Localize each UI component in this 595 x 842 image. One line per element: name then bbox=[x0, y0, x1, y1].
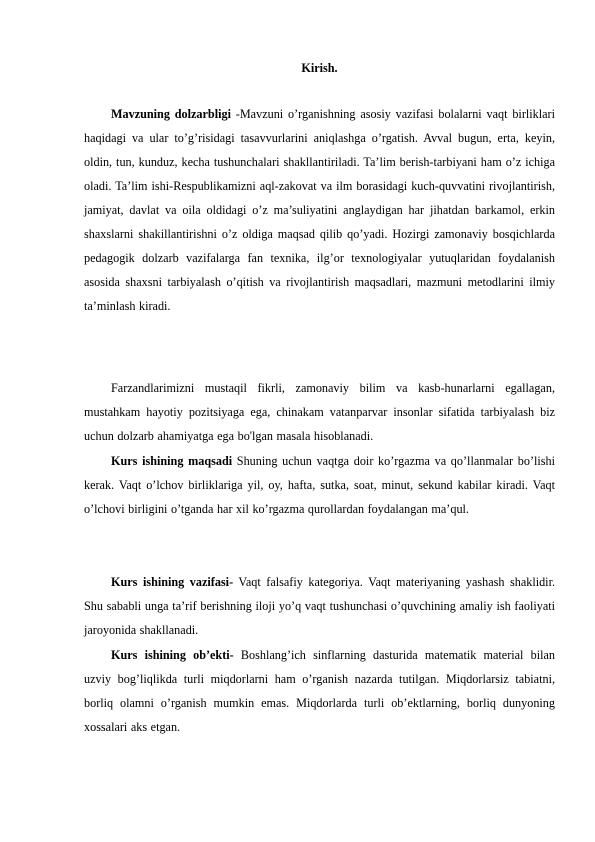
paragraph-tasks bbox=[84, 570, 555, 642]
paragraph-goal bbox=[84, 449, 555, 521]
paragraph-object bbox=[84, 643, 555, 739]
paragraph-text: -Mavzuni o’rganishning asosiy vazifasi bolalarni vaqt birliklari haqidagi va ular to’g’risidagi tasavvurlarini aniqlashga o’rgatish. Avval bugun, erta, keyin, oldin, tun, kunduz, kecha tushunchalari shakllantiriladi. Ta’lim berish-tarbiyani ham o’z ichiga oladi. Ta’lim ishi-Respublikamizni aql-zakovat va ilm borasidagi kuch-quvvatini rivojlantirish, jamiyat, davlat va oila oldidagi o’z ma’suliyatini anglaydigan har jihatdan barkamol, erkin shaxslarni shakillantirishni o’z oldiga maqsad qilib qo’yadi. Hozirgi zamonaviy bosqichlarda pedagogik dolzarb vazifalarga fan texnika, ilg’or texnologiyalar yutuqlaridan foydalanish asosida shaxsni tarbiyalash o’qitish va rivojlantirish maqsadlari, mazmuni metodlarini ilmiy ta’minlash kiradi. bbox=[84, 107, 555, 313]
paragraph-upbringing bbox=[84, 376, 555, 448]
document-title: Kirish. bbox=[301, 61, 338, 75]
paragraph-text: Farzandlarimizni mustaqil fikrli, zamonaviy bilim va kasb-hunarlarni egallagan, mustahkam hayotiy pozitsiyaga ega, chinakam vatanparvar insonlar sifatida tarbiyalash biz uchun dolzarb ahamiyatga ega bo'lgan masala hisoblanadi. bbox=[84, 381, 555, 443]
paragraph-relevance bbox=[84, 102, 555, 318]
paragraph-label: Kurs ishining ob’ekti- bbox=[111, 648, 234, 662]
paragraph-label: Kurs ishining maqsadi bbox=[111, 454, 233, 468]
paragraph-label: Kurs ishining vazifasi- bbox=[111, 575, 234, 589]
paragraph-text: Vaqt falsafiy kategoriya. Vaqt materiyaning yashash shaklidir. Shu sababli unga ta’rif berishning iloji yo’q vaqt tushunchasi o’quvchining amaliy ish faoliyati jaroyonida shakllanadi. bbox=[84, 575, 556, 637]
paragraph-label: Mavzuning dolzarbligi bbox=[111, 107, 231, 121]
paragraph-text: Shuning uchun vaqtga doir ko’rgazma va qo’llanmalar bo’lishi kerak. Vaqt o’lchov birliklariga yil, oy, hafta, sutka, soat, minut, sekund kabilar kiradi. Vaqt o’lchovi birligini o’tganda har xil ko’rgazma qurollardan foydalangan ma’qul. bbox=[84, 454, 555, 516]
paragraph-text: Boshlang’ich sinflarning dasturida matematik material bilan uzviy bog’liqlikda turli miqdorlarni ham o’rganish nazarda tutilgan. Miqdorlarsiz tabiatni, borliq olamni o’rganish mumkin emas. Miqdorlarda turli ob’ektlarning, borliq dunyoning xossalari aks etgan. bbox=[84, 648, 555, 734]
